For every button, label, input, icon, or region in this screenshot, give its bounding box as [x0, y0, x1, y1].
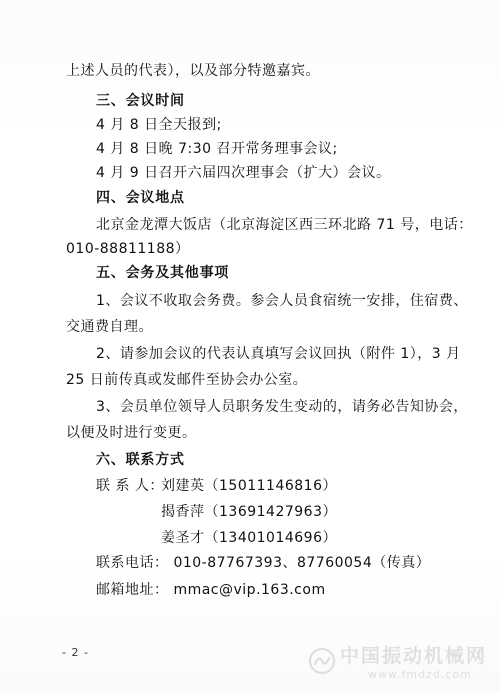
section-5-item-3-line-2: 以便及时进行变更。 — [66, 425, 197, 441]
contact-person-2: 揭香萍（13691427963） — [161, 504, 337, 520]
section-3-item-3: 4 月 9 日召开六届四次理事会（扩大）会议。 — [96, 165, 391, 181]
contact-phone-line: 联系电话： 010-87767393、87760054（传真） — [96, 555, 431, 571]
section-3-heading: 三、会议时间 — [96, 93, 185, 109]
contact-person-1: 刘建英（15011146816） — [161, 478, 337, 494]
section-5-item-1-line-1: 1、会议不收取会务费。参会人员食宿统一安排，住宿费、 — [96, 293, 468, 309]
site-watermark — [308, 643, 490, 689]
section-5-item-1-line-2: 交通费自理。 — [66, 319, 153, 335]
contact-person-label: 联 系 人： — [96, 478, 164, 494]
section-4-address-line-1: 北京金龙潭大饭店（北京海淀区西三环北路 71 号，电话： — [96, 217, 473, 233]
watermark-title: 中国振动机械网 — [340, 645, 488, 667]
page-number: - 2 - — [62, 646, 89, 659]
section-3-item-1: 4 月 8 日全天报到; — [96, 117, 222, 133]
contact-email-line: 邮箱地址： mmac@vip.163.com — [96, 582, 326, 598]
watermark-url: www.fmdzd.com — [368, 668, 472, 681]
section-5-item-2-line-2: 25 日前传真或发邮件至协会办公室。 — [66, 372, 308, 388]
watermark-logo-icon — [308, 647, 336, 675]
section-6-heading: 六、联系方式 — [96, 452, 185, 468]
contact-person-3: 姜圣才（13401014696） — [161, 530, 337, 546]
section-5-heading: 五、会务及其他事项 — [96, 265, 230, 281]
section-3-item-2: 4 月 8 日晚 7:30 召开常务理事会议; — [96, 141, 338, 157]
section-4-heading: 四、会议地点 — [96, 190, 185, 206]
section-4-address-line-2: 010-88811188） — [66, 241, 190, 257]
section-5-item-2-line-1: 2、请参加会议的代表认真填写会议回执（附件 1），3 月 — [96, 346, 461, 362]
intro-tail-line: 上述人员的代表），以及部分特邀嘉宾。 — [66, 63, 320, 79]
section-5-item-3-line-1: 3、会员单位领导人员职务发生变动的，请务必告知协会， — [96, 399, 468, 415]
